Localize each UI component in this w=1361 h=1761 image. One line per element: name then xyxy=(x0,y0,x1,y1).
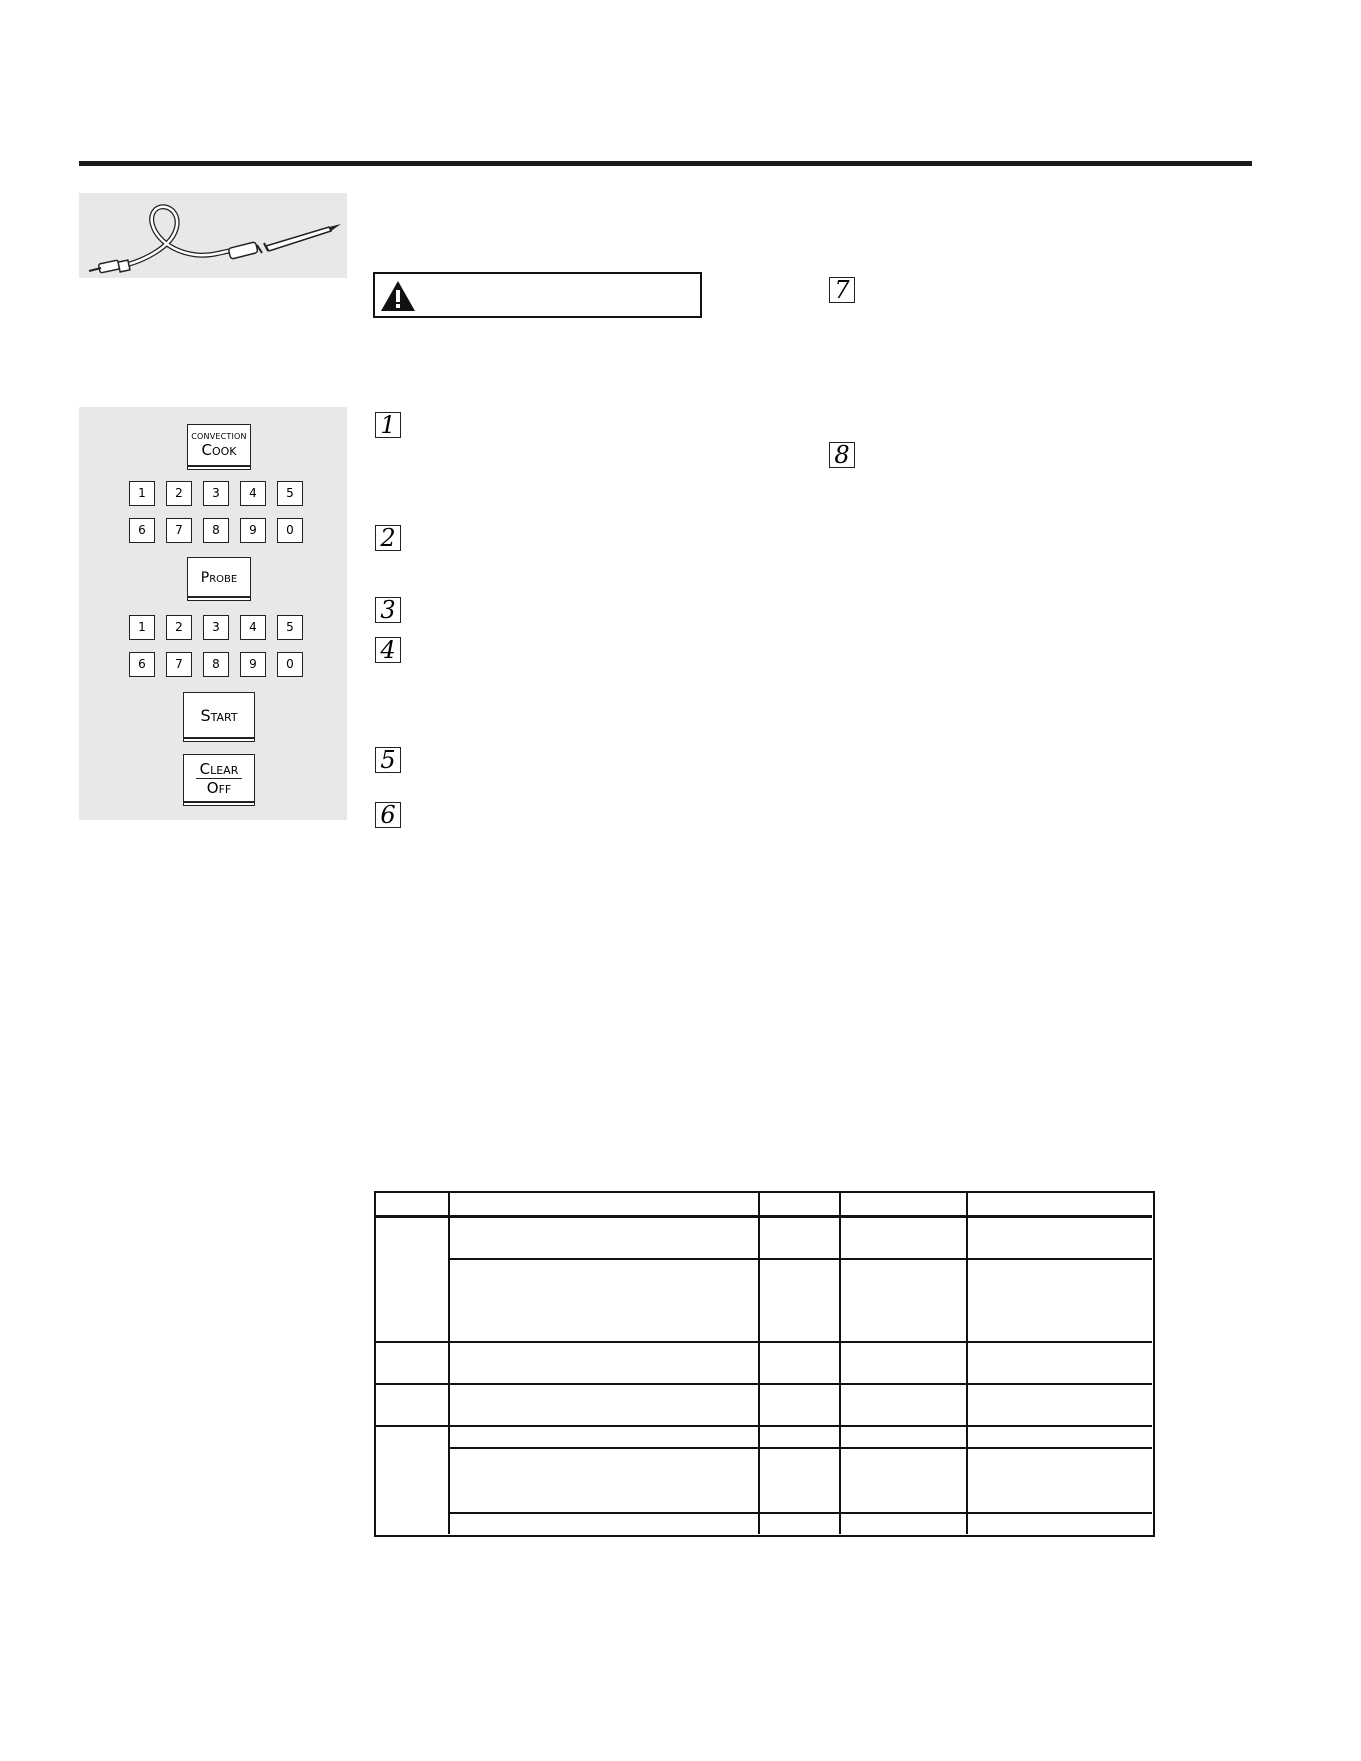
step-4-marker: 4 xyxy=(375,637,401,663)
table-row-rule xyxy=(376,1383,1152,1385)
probe-digit-9-button[interactable]: 9 xyxy=(240,652,266,677)
table-col-divider xyxy=(839,1193,841,1534)
probe-digit-3-button[interactable]: 3 xyxy=(203,615,229,640)
probe-digit-2-button[interactable]: 2 xyxy=(166,615,192,640)
digit-0-button[interactable]: 0 xyxy=(277,518,303,543)
convection-cook-button[interactable] xyxy=(187,424,251,470)
table-subrow-rule xyxy=(448,1512,1152,1514)
probe-digit-4-button[interactable]: 4 xyxy=(240,615,266,640)
probe-illustration-panel xyxy=(79,193,347,278)
start-label: Start xyxy=(200,706,238,725)
digit-9-button[interactable]: 9 xyxy=(240,518,266,543)
probe-digit-8-button[interactable]: 8 xyxy=(203,652,229,677)
digit-2-button[interactable]: 2 xyxy=(166,481,192,506)
table-row-rule xyxy=(376,1425,1152,1427)
warning-box xyxy=(373,272,702,318)
digit-4-button[interactable]: 4 xyxy=(240,481,266,506)
probe-digit-6-button[interactable]: 6 xyxy=(129,652,155,677)
step-1-marker: 1 xyxy=(375,412,401,438)
table-col-divider xyxy=(448,1193,450,1534)
table-col-divider xyxy=(966,1193,968,1534)
step-3-marker: 3 xyxy=(375,597,401,623)
clear-off-button[interactable] xyxy=(183,754,255,806)
table-row-rule xyxy=(376,1341,1152,1343)
table-subrow-rule xyxy=(448,1447,1152,1449)
digit-8-button[interactable]: 8 xyxy=(203,518,229,543)
step-2-marker: 2 xyxy=(375,525,401,551)
probe-digit-0-button[interactable]: 0 xyxy=(277,652,303,677)
table-col-divider xyxy=(758,1193,760,1534)
digit-7-button[interactable]: 7 xyxy=(166,518,192,543)
digit-6-button[interactable]: 6 xyxy=(129,518,155,543)
probe-digit-7-button[interactable]: 7 xyxy=(166,652,192,677)
off-label: Off xyxy=(206,779,232,797)
warning-triangle-icon xyxy=(379,279,417,313)
step-5-marker: 5 xyxy=(375,747,401,773)
digit-1-button[interactable]: 1 xyxy=(129,481,155,506)
start-button[interactable] xyxy=(183,692,255,742)
probe-digit-5-button[interactable]: 5 xyxy=(277,615,303,640)
table-header-rule xyxy=(376,1215,1152,1218)
probe-digit-1-button[interactable]: 1 xyxy=(129,615,155,640)
convection-label: CONVECTION xyxy=(191,432,247,441)
probe-button[interactable] xyxy=(187,557,251,601)
clear-label: Clear xyxy=(196,760,242,779)
cooking-guide-table xyxy=(374,1191,1155,1537)
step-8-marker: 8 xyxy=(829,442,855,468)
step-6-marker: 6 xyxy=(375,802,401,828)
cook-label: Cook xyxy=(201,441,237,459)
digit-3-button[interactable]: 3 xyxy=(203,481,229,506)
probe-label: Probe xyxy=(200,570,238,586)
temperature-probe-icon xyxy=(79,193,347,278)
step-7-marker: 7 xyxy=(829,277,855,303)
digit-5-button[interactable]: 5 xyxy=(277,481,303,506)
keypad-panel xyxy=(79,407,347,820)
header-rule xyxy=(79,161,1252,166)
table-subrow-rule xyxy=(448,1258,1152,1260)
